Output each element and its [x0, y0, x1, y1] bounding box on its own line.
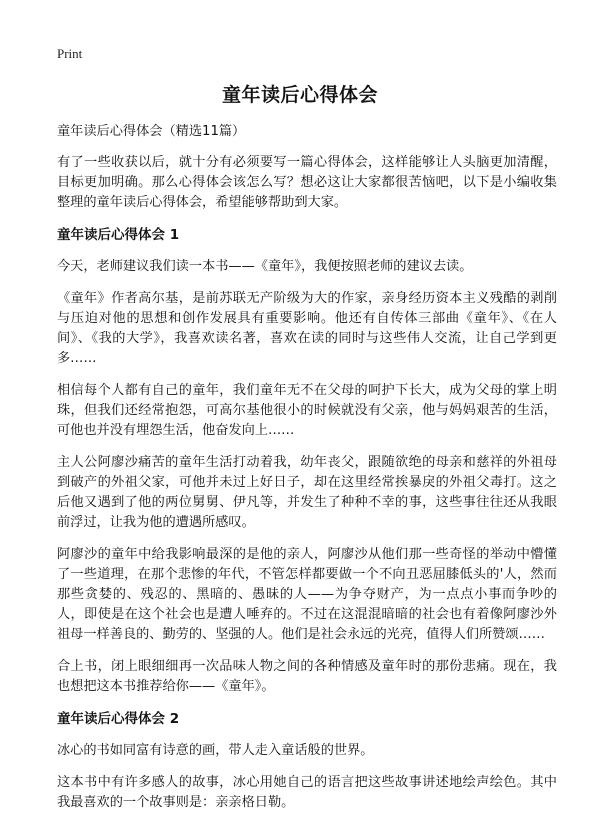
intro-paragraph: 有了一些收获以后，就十分有必须要写一篇心得体会，这样能够让人头脑更加清醒，目标更加明确。那么心得体会该怎么写？想必这让大家都很苦恼吧，以下是小编收集整理的童年读后心得体会，希望能够帮助到大家。 — [57, 155, 557, 210]
paragraph: 合上书，闭上眼细细再一次品味人物之间的各种情感及童年时的那份悲痛。现在，我也想把这本书推荐给你——《童年》。 — [57, 659, 557, 694]
page-title: 童年读后心得体会 — [221, 84, 378, 106]
paragraph: 这本书中有许多感人的故事，冰心用她自己的语言把这些故事讲述地绘声绘色。其中我最喜欢的一个故事则是：亲亲格日勒。 — [57, 775, 557, 810]
article-subtitle: 童年读后心得体会（精选11篇） — [57, 124, 246, 139]
section-heading: 童年读后心得体会 2 — [57, 711, 180, 727]
print-link[interactable]: Print — [57, 46, 83, 61]
paragraph: 相信每个人都有自己的童年，我们童年无不在父母的呵护下长大，成为父母的掌上明珠，但我们还经常抱怨，可高尔基他很小的时候就没有父亲，他与妈妈艰苦的生活，可他也并没有埋怨生活，他奋发向上…… — [57, 383, 557, 438]
section-heading: 童年读后心得体会 1 — [57, 227, 180, 243]
paragraph: 今天，老师建议我们读一本书——《童年》，我便按照老师的建议去读。 — [57, 259, 473, 274]
article-body — [57, 122, 557, 825]
paragraph: 阿廖沙的童年中给我影响最深的是他的亲人，阿廖沙从他们那一些奇怪的举动中懵懂了一些道理，在那个悲惨的年代，不管怎样都要做一个不向丑恶屈膝低头的'人，然而那些贪婪的、残忍的、黑暗的、愚昧的人——为争夺财产，为一点点小事而争吵的人，即使是在这个社会也是遭人唾弃的。不过在这混混暗暗的社会也有着像阿廖沙外祖母一样善良的、勤劳的、坚强的人。他们是社会永远的光亮，值得人们所赞颂…… — [57, 547, 557, 642]
paragraph: 《童年》作者高尔基，是前苏联无产阶级为大的作家，亲身经历资本主义残酷的剥削与压迫对他的思想和创作发展具有重要影响。他还有自传体三部曲《童年》、《在人间》、《我的大学》，我喜欢读名著，喜欢在读的同时与这些伟人交流，让自己学到更多…… — [57, 291, 557, 366]
paragraph: 冰心的书如同富有诗意的画，带人走入童话般的世界。 — [57, 743, 374, 758]
paragraph: 主人公阿廖沙痛苦的童年生活打动着我，幼年丧父，跟随欲绝的母亲和慈祥的外祖母到破产的外祖父家，可他并未过上好日子，却在这里经常挨暴戾的外祖父毒打。这之后他又遇到了他的两位舅舅、伊凡等，并发生了种种不幸的事，这些事往往还从我眼前浮过，让我为他的遭遇所感叹。 — [57, 455, 557, 530]
